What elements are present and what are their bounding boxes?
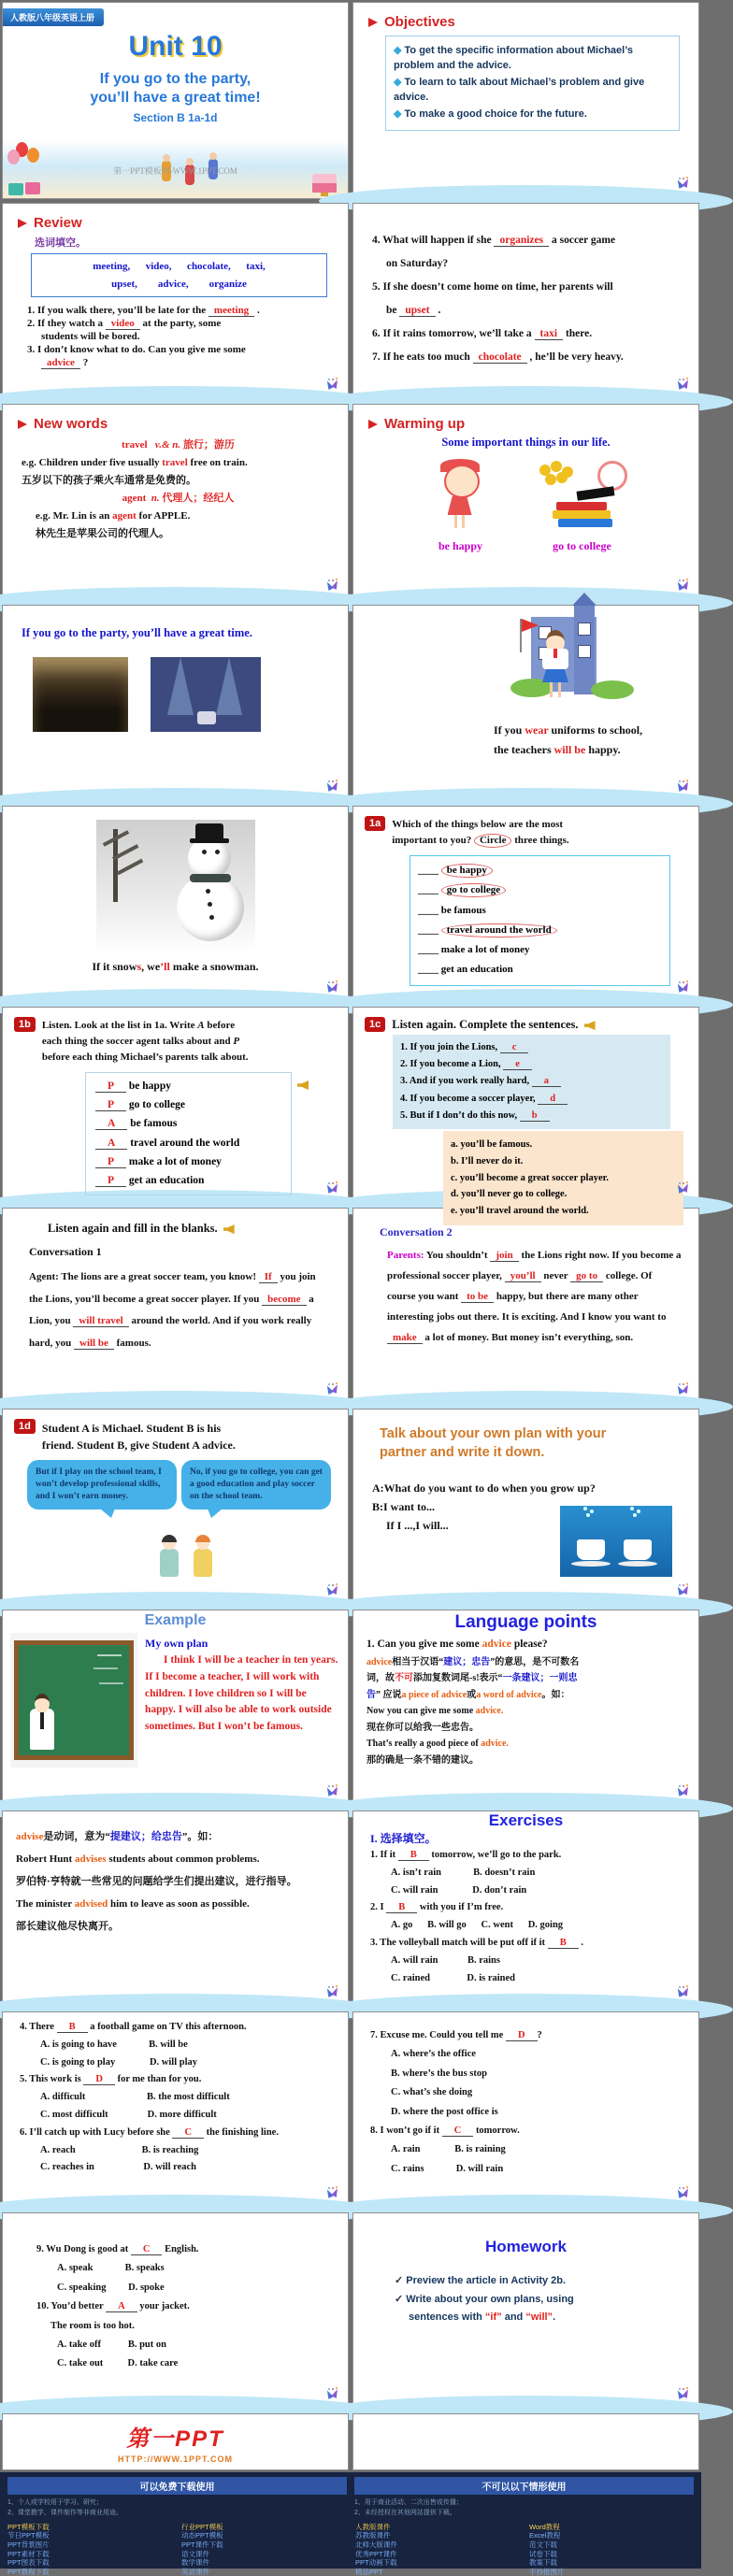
question-line: D. where the post office is [391, 2106, 498, 2117]
footer-link[interactable]: PPT动画下载 [355, 2558, 397, 2568]
talking-kids-illustration [3, 1549, 348, 1592]
question-line: 4. What will happen if she organizes a soccer game [372, 235, 616, 246]
slide-1b [2, 1007, 349, 1204]
slide-party-sentence [2, 605, 349, 802]
question-line: A. isn’t rain B. doesn’t rain [391, 1867, 536, 1878]
homework-title: Homework [485, 2238, 567, 2255]
footer-right-desc [354, 2497, 694, 2520]
sentence-stem: 2. If you become a Lion, e [400, 1057, 663, 1072]
question-line: C. rained D. is rained [391, 1972, 516, 1983]
footer-desc-line: 1、个人或学校用于学习、研究； [7, 2499, 103, 2506]
section-header [353, 405, 698, 434]
sentence-line: If you wear uniforms to school, [494, 723, 643, 737]
question-list [3, 301, 348, 368]
site-footer [0, 2472, 701, 2576]
answers-list-box [85, 1072, 292, 1195]
happy-girl-illustration [424, 457, 498, 536]
list-item: ____ be famous [418, 904, 486, 916]
footer-left-header: 可以免费下载使用 [7, 2477, 347, 2495]
section-label: Section B 1a-1d [133, 111, 218, 124]
question-line: on Saturday? [386, 258, 449, 269]
footer-link[interactable]: 数学课件 [181, 2558, 209, 2568]
prompt-line: before each thing Michael’s parents talk about. [41, 1051, 249, 1063]
slide-talk-plan [352, 1409, 699, 1606]
school-girl-illustration [353, 606, 698, 716]
question-line: 7. If he eats too much chocolate , he’ll be very heavy. [372, 351, 624, 363]
vocabulary-line: e.g. Children under five usually travel free on train. [22, 457, 248, 469]
snowman-sentence: If it snows, we’ll make a snowman. [92, 960, 259, 973]
speech-bubble-student-b: No, if you go to college, you can get a good education and play soccer on the school team. [181, 1460, 331, 1509]
explanation-line: 部长建议他尽快离开。 [16, 1921, 119, 1932]
footer-link-column-1 [7, 2523, 172, 2576]
party-popper-icon [675, 780, 692, 793]
footer-right-header: 不可以以下情形使用 [354, 2477, 694, 2495]
party-popper-icon [675, 1182, 692, 1195]
explanation-line: advice相当于汉语“建议；忠告”的意思，是不可数名 [366, 1656, 580, 1667]
plan-body: I think I will be a teacher in ten years. If I become a teacher, I will work with children. I love children so I will be happy. I will also be able to work outside sometimes. But I won’t be famous. [145, 1654, 338, 1733]
homework-item: ✓ Write about your own plans, using [395, 2293, 574, 2305]
party-popper-icon [324, 580, 341, 592]
homework-item: ✓ Preview the article in Activity 2b. [395, 2275, 567, 2286]
party-popper-icon [675, 1383, 692, 1395]
question-line: 5. This work is D for me than for you. [20, 2074, 202, 2085]
question-line: C. will rain D. don’t rain [391, 1884, 527, 1896]
advise-explanation [3, 1811, 348, 1937]
footer-desc-line: 1、用于商业活动、二次出售或传播； [354, 2499, 463, 2506]
slide-review [2, 203, 349, 400]
party-popper-icon [324, 981, 341, 994]
list-item: ____ go to college [418, 881, 662, 899]
objective-item: ◆ To make a good choice for the future. [394, 107, 587, 120]
slide-ex-9-10 [2, 2212, 349, 2410]
list-item: A be famous [95, 1115, 281, 1132]
question-line: A. is going to have B. will be [40, 2039, 188, 2050]
question-line: 8. I won’t go if it C tomorrow. [370, 2125, 520, 2136]
footer-left-desc [7, 2497, 347, 2520]
footer-desc-line: 2、课堂教学、课件制作等非商业用途。 [7, 2510, 122, 2517]
list-item: ____ get an education [418, 964, 513, 976]
question-line: advice ? [27, 357, 338, 368]
header-label: New words [34, 416, 108, 432]
slide-1c [352, 1007, 699, 1217]
vocabulary-list [3, 434, 348, 542]
vocabulary-line: 林先生是苹果公司的代理人。 [36, 528, 169, 540]
footer-desc-line: 2、未经授权在其他网站提供下载。 [354, 2510, 456, 2517]
slide-example [2, 1610, 349, 1807]
question-line: 3. The volleyball match will be put off if it B . [370, 1937, 583, 1948]
word-bank-line: meeting, video, chocolate, taxi, [93, 261, 266, 272]
party-sentence: If you go to the party, you’ll have a great time. [22, 626, 252, 639]
footer-link-column-4 [529, 2523, 694, 2576]
question-line: students will be bored. [41, 331, 140, 342]
language-points-body [353, 1633, 698, 1767]
exercise-questions [3, 2213, 348, 2373]
dialogue-line: B:I want to... [372, 1499, 436, 1513]
sentence-stems-box [393, 1035, 670, 1129]
teacher-blackboard-illustration [10, 1633, 137, 1767]
warmup-subtitle: Some important things in our life. [441, 436, 611, 449]
example-title: Example [144, 1612, 207, 1628]
explanation-line: Now you can give me some advice. [366, 1706, 504, 1717]
exercises-instruction: I. 选择填空。 [370, 1832, 437, 1845]
speaker-icon [223, 1224, 235, 1234]
slide-advise [2, 1810, 349, 2008]
exercises-title: Exercises [488, 1811, 564, 1829]
party-popper-icon [675, 1584, 692, 1596]
caption-be-happy: be happy [438, 539, 483, 552]
answer-option: c. you’ll become a great soccer player. [451, 1172, 609, 1183]
sentence-stem: 1. If you join the Lions, c [400, 1040, 663, 1055]
things-list-box [410, 855, 670, 986]
party-popper-icon [675, 981, 692, 994]
activity-badge-1b: 1b [14, 1017, 36, 1032]
answer-option: d. you’ll never go to college. [451, 1189, 568, 1200]
question-line: C. most difficult D. more difficult [40, 2109, 217, 2120]
vocabulary-line: 五岁以下的孩子乘火车通常是免费的。 [22, 475, 196, 487]
question-line: 7. Excuse me. Could you tell me D ? [370, 2030, 542, 2040]
conversation-text: Parents: You shouldn’t join the Lions right now. If you become a professional soccer player, you’ll never go to college. Of course you want to be happy, but there are many other interesting jobs out there. It is exciting. And I know you want to make a lot of money. But money isn’t everything, son. [387, 1250, 682, 1343]
answer-option: e. you’ll travel around the world. [451, 1206, 589, 1217]
slide-new-words [2, 404, 349, 601]
question-line: C. rains D. will rain [391, 2163, 504, 2174]
party-popper-icon [675, 2187, 692, 2199]
slide-empty [352, 2413, 699, 2470]
footer-link[interactable]: PPT背景图片 [7, 2540, 50, 2550]
caption-go-to-college: go to college [553, 539, 611, 552]
slide-conversation-2 [352, 1208, 699, 1405]
question-line: 4. There B a football game on TV this afternoon. [20, 2022, 247, 2032]
edition-ribbon: 人教版八年级英语上册 [3, 8, 104, 26]
footer-link[interactable]: 精品PPT [355, 2567, 383, 2576]
party-popper-icon [324, 1986, 341, 1998]
prompt-line: important to you? Circle three things. [392, 834, 568, 848]
objective-item: ◆ To get the specific information about Michael’s problem and the advice. [394, 45, 637, 71]
conversation-text: Agent: The lions are a great soccer team, you know! If you join the Lions, you’ll become a great soccer player. If you become a Lion, you will travel around the world. And if you work really hard, you will be famous. [29, 1271, 316, 1349]
conversation-label: Conversation 2 [380, 1225, 453, 1238]
homework-item: sentences with “if” and “will”. [409, 2311, 556, 2324]
slide-uniform-sentence [352, 605, 699, 802]
prompt-line: Student A is Michael. Student B is his [41, 1422, 222, 1435]
objectives-list [385, 36, 680, 131]
sentence-stem: 3. And if you work really hard, a [400, 1074, 663, 1089]
party-popper-icon [675, 580, 692, 592]
prompt-line: Listen. Look at the list in 1a. Write A before [41, 1020, 236, 1031]
balloon-icon [27, 148, 39, 163]
party-popper-icon [324, 1383, 341, 1395]
footer-link[interactable]: PPT课件下载 [181, 2540, 223, 2550]
slide-language-points [352, 1610, 699, 1807]
question-line: 9. Wu Dong is good at C English. [36, 2244, 199, 2254]
question-line: 5. If she doesn’t come home on time, her parents will [372, 281, 613, 293]
party-popper-icon [324, 1182, 341, 1195]
footer-link[interactable]: 手抄报图片 [529, 2567, 565, 2576]
question-line: A. difficult B. the most difficult [40, 2092, 230, 2103]
party-popper-icon [324, 2388, 341, 2400]
exercise-questions [3, 2012, 348, 2176]
footer-link[interactable]: PPT教程下载 [7, 2567, 50, 2576]
explanation-line: 词，故不可添加复数词尾-s!表示“一条建议；一则忠 [366, 1673, 578, 1684]
slide-homework [352, 2212, 699, 2410]
question-line: 3. I don’t know what to do. Can you give me some [27, 344, 246, 355]
sentence-line: the teachers will be happy. [494, 743, 621, 757]
explanation-line: 罗伯特·亨特就一些常见的问题给学生们提出建议，进行指导。 [16, 1876, 297, 1887]
vocabulary-line: agent n. 代理人；经纪人 [122, 493, 235, 505]
question-line: A. reach B. is reaching [40, 2144, 199, 2155]
list-item: ____ travel around the world [418, 922, 662, 939]
explanation-line: 1. Can you give me some advice please? [366, 1639, 548, 1650]
question-line: A. take off B. put on [57, 2339, 166, 2350]
list-item: P make a lot of money [95, 1153, 281, 1170]
snowman-photo [96, 820, 255, 952]
question-line: A. speak B. speaks [57, 2263, 165, 2274]
footer-link[interactable]: 英语课件 [181, 2567, 209, 2576]
explanation-line: Robert Hunt advises students about common problems. [16, 1853, 260, 1865]
party-popper-icon [675, 2388, 692, 2400]
list-item: ____ be happy [418, 862, 662, 880]
question-line: 6. If it rains tomorrow, we’ll take a taxi there. [372, 328, 593, 339]
question-list [353, 204, 698, 368]
exercise-questions [353, 1848, 698, 1986]
word-bank-line: upset, advice, organize [111, 278, 247, 290]
gift-icon [8, 183, 23, 195]
footer-link[interactable]: 北师大版课件 [355, 2540, 397, 2550]
party-popper-icon [675, 379, 692, 391]
prompt-line: Which of the things below are the most [392, 819, 564, 830]
question-line: be upset . [386, 305, 441, 316]
activity-prompt: Listen again. Complete the sentences. [392, 1017, 595, 1033]
talk-title: Talk about your own plan with your partner and write it down. [380, 1426, 607, 1461]
header-label: Objectives [384, 14, 455, 30]
question-line: A. will rain B. rains [391, 1954, 500, 1966]
slide-cover [2, 2, 349, 199]
site-logo: 第一PPT [126, 2426, 224, 2452]
answer-option: a. you’ll be famous. [451, 1139, 533, 1151]
question-line: 1. If it B tomorrow, we’ll go to the park. [370, 1850, 562, 1860]
dialogue-line: If I ...,I will... [386, 1518, 449, 1532]
unit-title: Unit 10 [128, 31, 223, 62]
list-item: P be happy [95, 1078, 281, 1095]
party-popper-icon [675, 1986, 692, 1998]
party-popper-icon [324, 379, 341, 391]
homework-list [353, 2256, 698, 2326]
slide-objectives [352, 2, 699, 199]
party-popper-icon [324, 1584, 341, 1596]
footer-link[interactable]: Word教程 [529, 2522, 560, 2531]
question-line: B. where’s the bus stop [391, 2068, 487, 2079]
party-illustration [3, 140, 348, 198]
exercise-questions [353, 2012, 698, 2178]
question-line: The room is too hot. [50, 2320, 135, 2331]
slide-snowman [2, 806, 349, 1003]
slide-review-cont [352, 203, 699, 400]
section-header [3, 204, 348, 233]
speech-bubble-student-a: But if I play on the school team, I won’t develop professional skills, and I won’t earn money. [27, 1460, 177, 1509]
footer-link-column-2 [181, 2523, 346, 2576]
footer-link[interactable]: 动态PPT模板 [181, 2531, 223, 2540]
word-bank-box [31, 253, 327, 297]
prompt-line: friend. Student B, give Student A advice. [41, 1438, 236, 1453]
question-line: C. speaking D. spoke [57, 2282, 165, 2293]
activity-badge-1c: 1c [365, 1017, 385, 1032]
band-stage-illustration [151, 657, 261, 732]
slide-listen-fill [2, 1208, 349, 1405]
list-item: A travel around the world [95, 1135, 281, 1152]
red-flag-icon [520, 619, 522, 652]
language-points-title: Language points [454, 1612, 597, 1632]
concert-crowd-photo [33, 657, 128, 732]
explanation-line: That’s really a good piece of advice. [366, 1739, 509, 1750]
vocabulary-line: travel v.& n. 旅行；游历 [122, 439, 235, 451]
arrow-icon [368, 420, 378, 429]
sentence-stem: 4. If you become a soccer player, d [400, 1092, 663, 1107]
footer-link-column-3 [355, 2523, 520, 2576]
explanation-line: 那的确是一条不错的建议。 [366, 1754, 479, 1766]
arrow-icon [368, 18, 378, 27]
question-line: C. is going to play D. will play [40, 2056, 198, 2068]
question-line: A. where’s the office [391, 2049, 476, 2060]
slide-ex-4-6 [2, 2011, 349, 2209]
footer-link[interactable]: 苏教版课件 [355, 2531, 391, 2540]
list-item: P go to college [95, 1096, 281, 1113]
coffee-cups-image [560, 1506, 672, 1577]
question-line: 2. If they watch a video at the party, some [27, 318, 222, 329]
vocabulary-line: e.g. Mr. Lin is an agent for APPLE. [36, 510, 191, 522]
prompt-line: each thing the soccer agent talks about and P [41, 1035, 240, 1047]
activity-badge-1d: 1d [14, 1419, 36, 1434]
gift-icon [25, 182, 40, 194]
footer-link[interactable]: 教案下载 [529, 2558, 557, 2568]
footer-link-columns [7, 2523, 694, 2576]
slide-ex-7-8 [352, 2011, 699, 2209]
objective-item: ◆ To learn to talk about Michael’s problem and give advice. [394, 76, 648, 103]
arrow-icon [18, 219, 27, 228]
footer-link[interactable]: PPT模板下载 [7, 2522, 50, 2531]
slide-1d [2, 1409, 349, 1606]
section-header [3, 405, 348, 434]
exercise-instruction: 选词填空。 [35, 237, 86, 249]
list-item: P get an education [95, 1172, 281, 1189]
party-popper-icon [324, 780, 341, 793]
unit-subtitle-line1: If you go to the party, [99, 71, 252, 87]
footer-link[interactable]: 语文课件 [181, 2549, 209, 2558]
question-line: C. take out D. take care [57, 2358, 179, 2369]
arrow-icon [18, 420, 27, 429]
explanation-line: 现在你可以给我一些忠告。 [366, 1722, 479, 1733]
dialogue-line: A:What do you want to do when you grow up? [372, 1481, 596, 1495]
plan-title: My own plan [145, 1637, 208, 1650]
question-line: 1. If you walk there, you’ll be late for the meeting . [27, 305, 260, 316]
sentence-stem: 5. But if I don’t do this now, b [400, 1109, 663, 1123]
slide-1a [352, 806, 699, 1003]
party-popper-icon [324, 1785, 341, 1797]
explanation-line: 告” 应说a piece of advice或a word of advice。如： [366, 1689, 570, 1700]
party-popper-icon [675, 1785, 692, 1797]
header-label: Review [34, 215, 82, 231]
activity-prompt [392, 816, 568, 850]
uniform-sentence [353, 716, 698, 759]
footer-link[interactable]: PPT图表下载 [7, 2558, 50, 2568]
answer-option: b. I’ll never do it. [451, 1155, 524, 1166]
slide-logo [2, 2413, 349, 2470]
question-line: A. go B. will go C. went D. going [391, 1920, 564, 1931]
question-line: C. what’s she doing [391, 2087, 473, 2098]
footer-link[interactable]: 优秀PPT课件 [355, 2549, 397, 2558]
cake-icon [312, 174, 337, 193]
activity-prompt [42, 1017, 249, 1066]
header-label: Warming up [384, 416, 466, 432]
question-line: 10. You’d better A your jacket. [36, 2301, 190, 2312]
footer-link[interactable]: 人教版课件 [355, 2522, 391, 2531]
slide-warming-up [352, 404, 699, 601]
party-popper-icon [675, 178, 692, 190]
activity-badge-1a: 1a [365, 816, 385, 831]
activity-title: Listen again and fill in the blanks. [3, 1209, 348, 1236]
activity-prompt [42, 1419, 236, 1454]
footer-link[interactable]: PPT素材下载 [7, 2549, 50, 2558]
explanation-line: advise是动词，意为“提建议；给忠告”。如： [16, 1831, 219, 1842]
list-item: ____ make a lot of money [418, 944, 530, 956]
slide-exercises [352, 1810, 699, 2008]
question-line: 6. I’ll catch up with Lucy before she C the finishing line. [20, 2126, 279, 2138]
question-line: A. rain B. is raining [391, 2144, 506, 2155]
speaker-icon [297, 1080, 309, 1090]
footer-link[interactable]: 节日PPT模板 [7, 2531, 50, 2540]
speaker-icon [584, 1021, 596, 1030]
party-popper-icon [324, 2187, 341, 2199]
question-line: 2. I B with you if I’m free. [370, 1902, 504, 1913]
unit-subtitle-line2: you’ll have a great time! [90, 90, 261, 106]
conversation-label: Conversation 1 [29, 1245, 102, 1258]
footer-link[interactable]: 范文下载 [529, 2540, 557, 2550]
balloon-icon [7, 150, 20, 165]
site-url[interactable]: HTTP://WWW.1PPT.COM [118, 2454, 233, 2464]
section-header [353, 3, 698, 32]
college-illustration [536, 457, 629, 536]
question-line: C. reaches in D. will reach [40, 2162, 197, 2173]
footer-link[interactable]: 行业PPT模板 [181, 2522, 223, 2531]
watermark: 第一PPT模板网-WWW.1PPT.COM [113, 166, 237, 176]
explanation-line: The minister advised him to leave as soon as possible. [16, 1898, 250, 1910]
footer-link[interactable]: Excel教程 [529, 2531, 561, 2540]
footer-link[interactable]: 试卷下载 [529, 2549, 557, 2558]
